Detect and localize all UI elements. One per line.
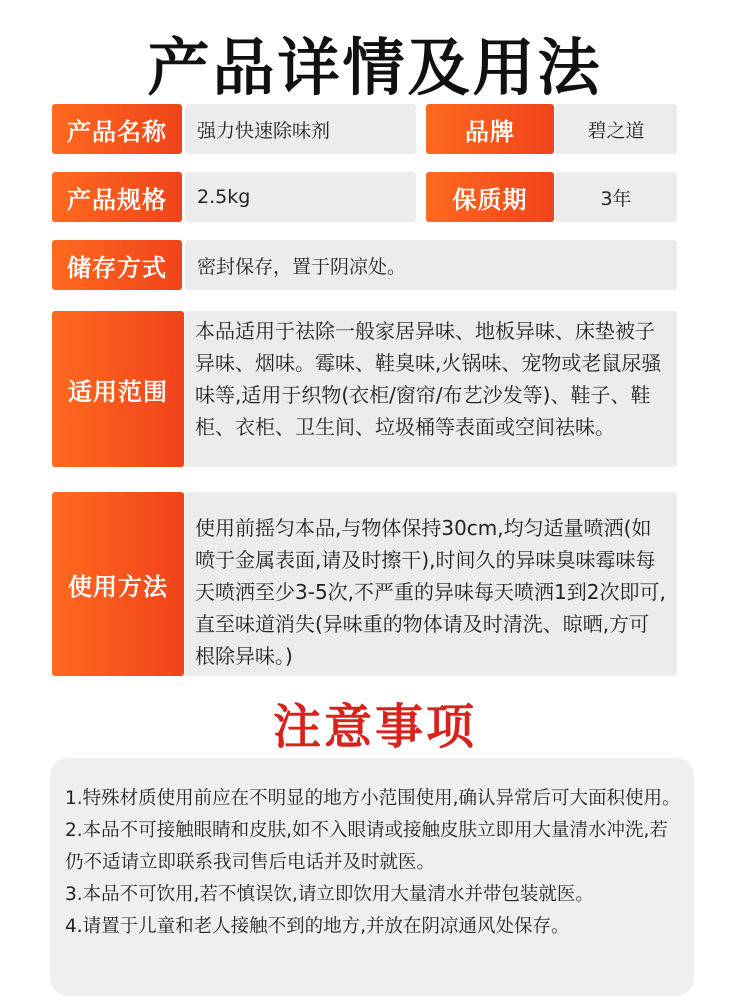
- shelf-life-label: 保质期: [426, 172, 554, 222]
- usage-value: [185, 492, 677, 676]
- product-name-label: 产品名称: [52, 104, 182, 154]
- scope-value: [185, 311, 677, 467]
- product-spec-label: 产品规格: [52, 172, 182, 222]
- scope-label: 适用范围: [52, 311, 184, 467]
- notice-item-4: 4.请置于儿童和老人接触不到的地方,并放在阴凉通风处保存。: [65, 916, 570, 937]
- page-title: 产品详情及用法: [147, 31, 603, 104]
- storage-value: 密封保存，置于阴凉处。: [185, 240, 677, 290]
- product-name-value: 强力快速除味剂: [185, 104, 416, 154]
- brand-label: 品牌: [426, 104, 554, 154]
- product-spec-value: 2.5kg: [185, 172, 416, 222]
- shelf-life-value: 3年: [555, 172, 677, 222]
- notice-item-2: 2.本品不可接触眼睛和皮肤,如不入眼请或接触皮肤立即用大量清水冲洗,若仍不适请立即联系我司售后电话并及时就医。: [65, 820, 668, 873]
- notice-title: 注意事项: [272, 699, 477, 755]
- brand-value: 碧之道: [555, 104, 677, 154]
- notice-item-3: 3.本品不可饮用,若不慎误饮,请立即饮用大量清水并带包装就医。: [65, 884, 594, 905]
- storage-label: 储存方式: [52, 240, 182, 290]
- usage-text: 使用前摇匀本品,与物体保持30cm,均匀适量喷洒(如喷于金属表面,请及时擦干),时间久的异味臭味霉味每天喷洒至少3-5次,不严重的异味每天喷洒1到2次即可,直至味道消失(异味重的物体请及时清洗、晾晒,方可根除异味。): [195, 516, 666, 668]
- scope-text: 本品适用于祛除一般家居异味、地板异味、床垫被子异味、烟味。霉味、鞋臭味,火锅味、宠物或老鼠尿骚味等,适用于织物(衣柜/窗帘/布艺沙发等)、鞋子、鞋柜、衣柜、卫生间、垃圾桶等表面或空间祛味。: [195, 319, 662, 439]
- notice-box: [50, 758, 694, 996]
- notice-item-1: 1.特殊材质使用前应在不明显的地方小范围使用,确认异常后可大面积使用。: [65, 788, 681, 809]
- usage-label: 使用方法: [52, 492, 184, 676]
